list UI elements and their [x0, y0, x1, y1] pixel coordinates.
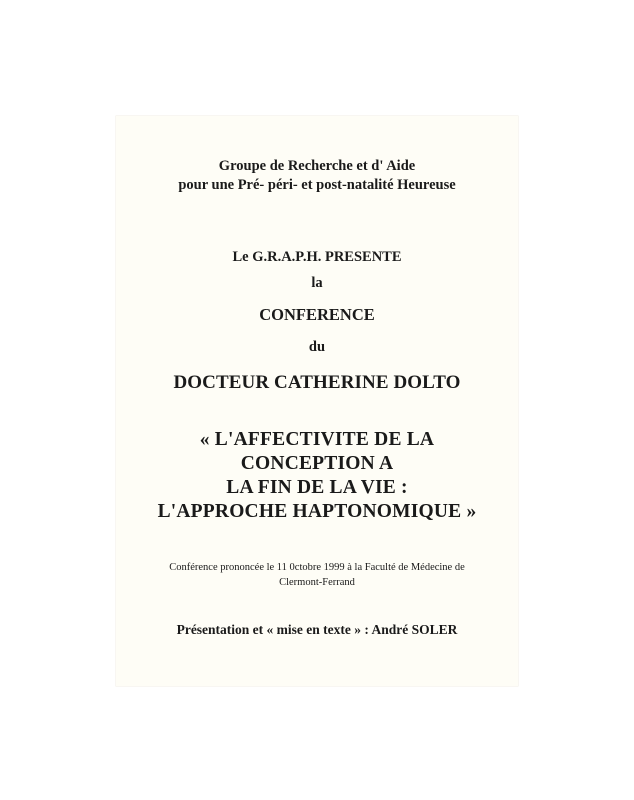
credits-line: Présentation et « mise en texte » : André SOLER [176, 622, 458, 637]
delivery-note-line-2: Clermont-Ferrand [279, 577, 355, 588]
speaker-name: DOCTEUR CATHERINE DOLTO [173, 372, 461, 393]
organization-name [116, 157, 518, 195]
title-line-2: CONCEPTION A [240, 453, 394, 474]
la-word: la [311, 275, 323, 291]
document-page [116, 116, 518, 686]
title-line-3: LA FIN DE LA VIE : [226, 477, 408, 498]
delivery-note-line-1: Conférence prononcée le 11 0ctobre 1999 à la Faculté de Médecine de [169, 562, 465, 573]
conference-heading: CONFERENCE [259, 305, 375, 324]
title-line-1: « L'AFFECTIVITE DE LA [199, 429, 435, 450]
title-line-4: L'APPROCHE HAPTONOMIQUE » [157, 501, 477, 522]
conference-title [116, 428, 518, 524]
du-word: du [308, 339, 326, 355]
organization-line-1: Groupe de Recherche et d' Aide [218, 158, 416, 174]
organization-line-2: pour une Pré- péri- et post-natalité Heureuse [178, 177, 456, 193]
presents-line: Le G.R.A.P.H. PRESENTE [232, 249, 402, 265]
delivery-note [116, 560, 518, 590]
